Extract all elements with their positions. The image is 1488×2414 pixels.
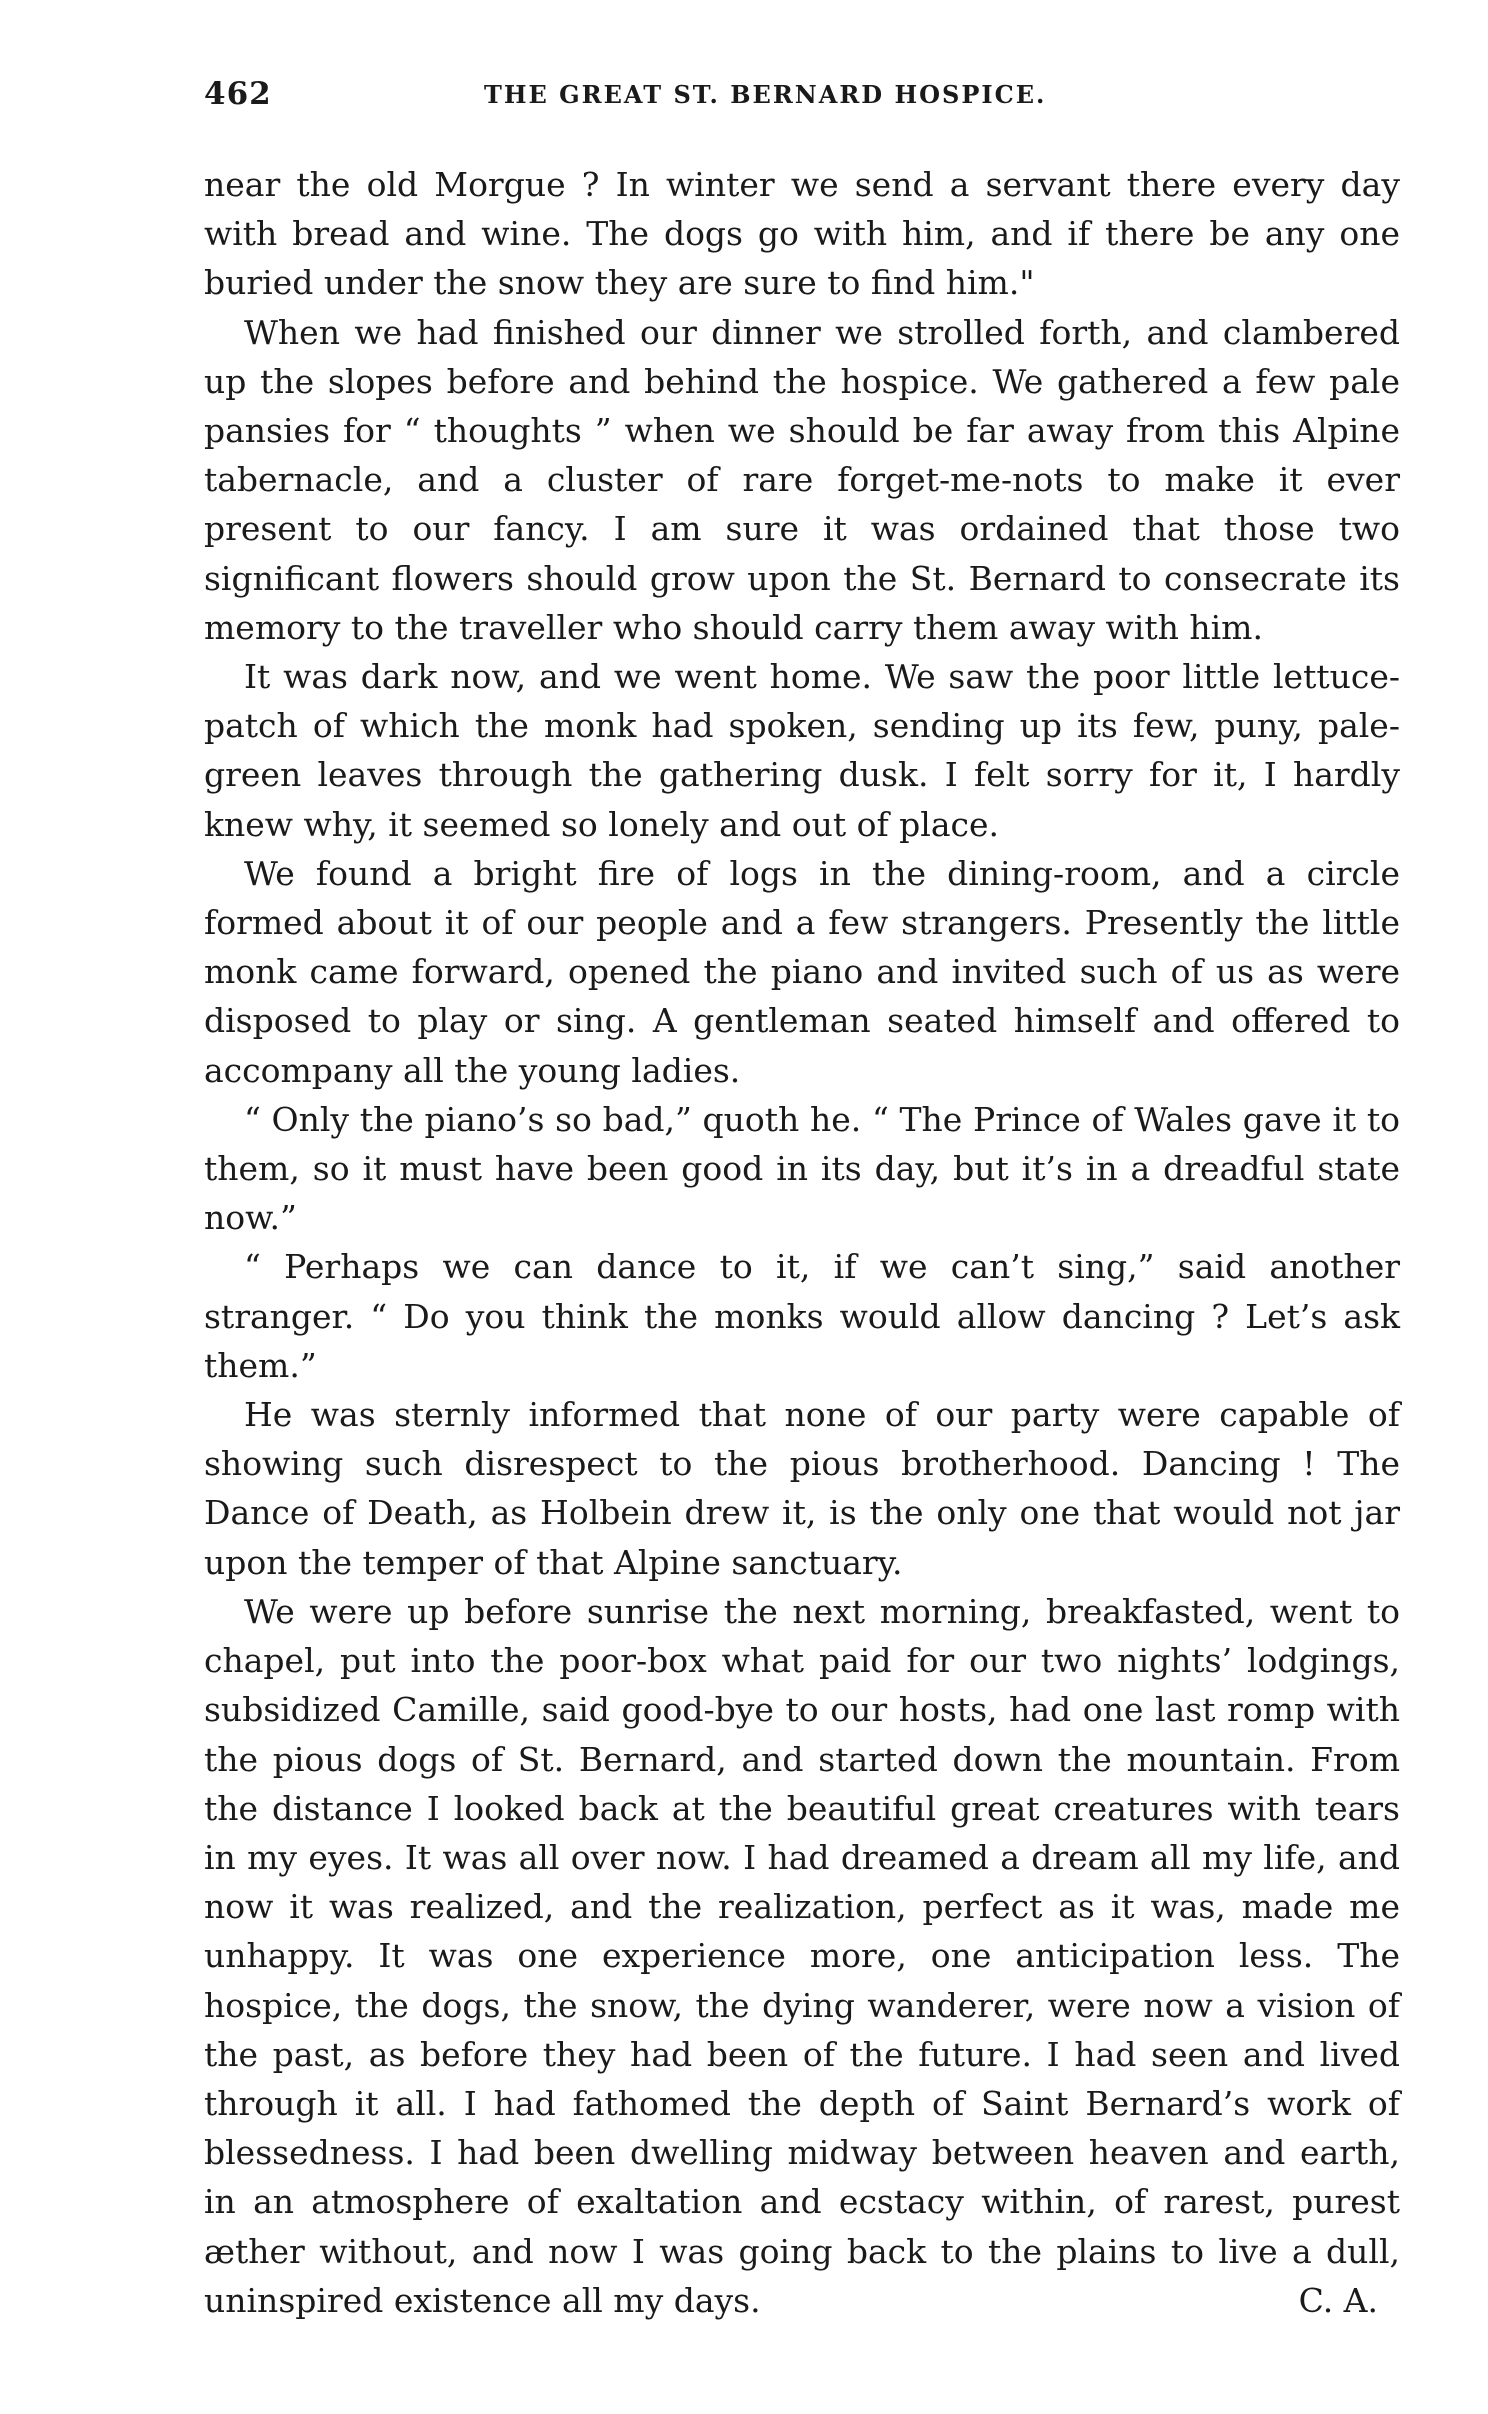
paragraph-lettuce-patch: It was dark now, and we went home. We saw the poor little lettuce-patch of which the monk had spoken, sending up its few, puny, pale-green leaves through the gathering dusk. I felt sorry for it, I hardly knew why, it seemed so lonely and out of place. xyxy=(204,657,1400,844)
running-title: THE GREAT ST. BERNARD HOSPICE. xyxy=(484,80,1047,109)
running-head xyxy=(204,72,1400,120)
paragraph-departure xyxy=(204,1587,1400,2325)
book-page xyxy=(204,72,1400,2325)
paragraph-dance: “ Perhaps we can dance to it, if we can’t sing,” said another stranger. “ Do you think the monks would allow dancing ? Let’s ask them.” xyxy=(204,1247,1400,1385)
author-signature: C. A. xyxy=(1298,2280,1378,2320)
paragraph-departure-text: We were up before sunrise the next morning, breakfasted, went to chapel, put into the poor-box what paid for our two nights’ lodgings, subsidized Camille, said good-bye to our hosts, had one last romp with the pious dogs of St. Bernard, and started down the mountain. From the distance I looked back at the beautiful great creatures with tears in my eyes. It was all over now. I had dreamed a dream all my life, and now it was realized, and the realization, perfect as it was, made me unhappy. It was one experience more, one anticipation less. The hospice, the dogs, the snow, the dying wanderer, were now a vision of the past, as before they had been of the future. I had seen and lived through it all. I had fathomed the depth of Saint Bernard’s work of blessedness. I had been dwelling midway between heaven and earth, in an atmosphere of exaltation and ecstacy within, of rarest, purest æther without, and now I was going back to the plains to live a dull, uninspired existence all my days. xyxy=(204,1591,1400,2320)
paragraph-disrespect: He was sternly informed that none of our party were capable of showing such disrespect to the pious brotherhood. Dancing ! The Dance of Death, as Holbein drew it, is the only one that would not jar upon the temper of that Alpine sanctuary. xyxy=(204,1395,1400,1582)
body-text xyxy=(204,160,1400,2325)
paragraph-slopes: When we had finished our dinner we strolled forth, and clambered up the slopes before and behind the hospice. We gathered a few pale pansies for “ thoughts ” when we should be far away from this Alpine tabernacle, and a cluster of rare forget-me-nots to make it ever present to our fancy. I am sure it was ordained that those two significant flowers should grow upon the St. Bernard to consecrate its memory to the traveller who should carry them away with him. xyxy=(204,312,1400,647)
paragraph-dining-room: We found a bright fire of logs in the dining-room, and a circle formed about it of our people and a few strangers. Presently the little monk came forward, opened the piano and invited such of us as were disposed to play or sing. A gentleman seated himself and offered to accompany all the young ladies. xyxy=(204,853,1400,1090)
page-number: 462 xyxy=(204,76,272,112)
paragraph-continuation: near the old Morgue ? In winter we send a servant there every day with bread and wine. The dogs go with him, and if there be any one buried under the snow they are sure to find him." xyxy=(204,165,1400,303)
paragraph-piano: “ Only the piano’s so bad,” quoth he. “ The Prince of Wales gave it to them, so it must have been good in its day, but it’s in a dreadful state now.” xyxy=(204,1099,1400,1238)
